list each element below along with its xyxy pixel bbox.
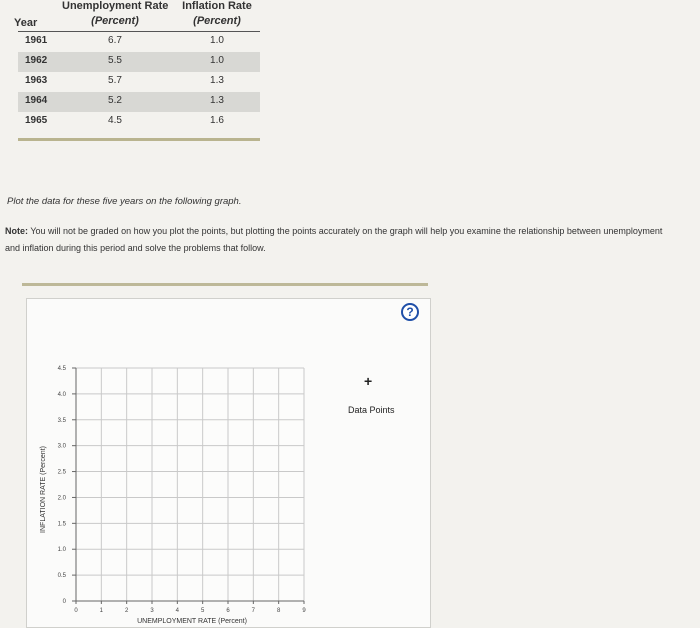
x-tick-label: 4 bbox=[175, 608, 180, 614]
y-tick-label: 2.5 bbox=[57, 469, 66, 476]
inflation-unit-header: (Percent) bbox=[193, 15, 241, 27]
year-cell: 1964 bbox=[25, 95, 48, 106]
inflation-cell: 1.0 bbox=[210, 55, 224, 66]
data-points-tool-icon[interactable]: + bbox=[364, 373, 373, 389]
year-cell: 1963 bbox=[25, 75, 48, 86]
y-tick-label: 2.0 bbox=[57, 495, 66, 502]
unemployment-cell: 5.7 bbox=[108, 75, 122, 86]
unemployment-cell: 6.7 bbox=[108, 35, 122, 46]
inflation-cell: 1.6 bbox=[210, 115, 224, 126]
unemployment-column-header: Unemployment Rate bbox=[62, 0, 169, 12]
year-cell: 1962 bbox=[25, 55, 48, 66]
unemployment-cell: 4.5 bbox=[108, 115, 122, 126]
inflation-cell: 1.3 bbox=[210, 95, 224, 106]
data-points-tool-label[interactable]: Data Points bbox=[348, 405, 395, 415]
unemployment-unit-header: (Percent) bbox=[91, 15, 139, 27]
x-axis-label: UNEMPLOYMENT RATE (Percent) bbox=[137, 618, 247, 625]
y-tick-label: 4.5 bbox=[57, 366, 66, 372]
x-tick-label: 9 bbox=[302, 608, 306, 614]
unemployment-cell: 5.2 bbox=[108, 95, 122, 106]
y-tick-label: 4.0 bbox=[57, 391, 66, 398]
x-tick-label: 8 bbox=[276, 608, 281, 614]
plot-instructions: Plot the data for these five years on the following graph. bbox=[7, 196, 242, 207]
y-tick-label: 0.5 bbox=[57, 573, 66, 580]
x-tick-label: 3 bbox=[150, 608, 154, 614]
y-tick-label: 1.5 bbox=[57, 521, 66, 528]
y-tick-label: 0 bbox=[62, 599, 66, 605]
x-tick-label: 5 bbox=[200, 608, 205, 614]
x-tick-label: 0 bbox=[74, 608, 78, 614]
inflation-cell: 1.3 bbox=[210, 75, 224, 86]
inflation-column-header: Inflation Rate bbox=[182, 0, 252, 12]
x-tick-label: 2 bbox=[124, 608, 129, 614]
year-cell: 1965 bbox=[25, 115, 48, 126]
y-tick-label: 3.5 bbox=[57, 417, 66, 424]
help-icon[interactable]: ? bbox=[401, 303, 419, 321]
x-tick-label: 1 bbox=[99, 608, 104, 614]
note-text: You will not be graded on how you plot the points, but plotting the points accurately on the graph will help you examine the relationship between unemployment and inflation during this period and solve the problems that follow. bbox=[5, 226, 663, 253]
note-label: Note: bbox=[5, 226, 28, 236]
x-tick-label: 7 bbox=[251, 608, 256, 614]
year-cell: 1961 bbox=[25, 35, 48, 46]
plot-area[interactable] bbox=[76, 368, 304, 601]
year-column-header: Year bbox=[14, 17, 38, 29]
unemployment-cell: 5.5 bbox=[108, 55, 122, 66]
x-tick-label: 6 bbox=[226, 608, 230, 614]
inflation-cell: 1.0 bbox=[210, 35, 224, 46]
y-axis-label: INFLATION RATE (Percent) bbox=[40, 446, 47, 533]
y-tick-label: 3.0 bbox=[57, 443, 66, 450]
y-tick-label: 1.0 bbox=[57, 547, 66, 554]
